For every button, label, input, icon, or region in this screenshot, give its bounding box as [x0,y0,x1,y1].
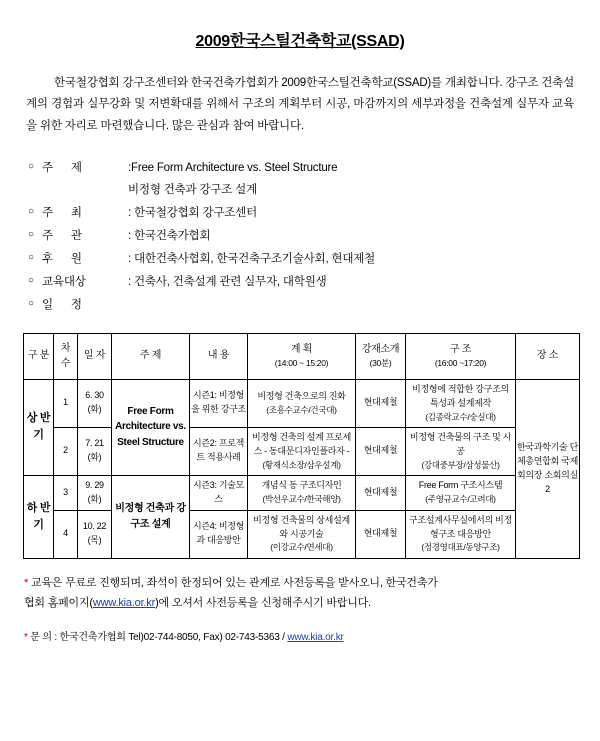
info-value [128,271,578,294]
cell-plan [248,475,356,510]
cell-content: 시즌1: 비정형을 위한 강구조 [190,379,248,427]
circle-bullet-icon: ○ [28,205,34,217]
info-sep: : [128,161,131,174]
footnote-text-2: 협회 홈페이지( [24,597,93,609]
cell-date: 10. 22 (목) [78,510,112,558]
cell-plan [248,510,356,558]
col-header-plan [248,333,356,379]
cell-structure-text: 구조설계사무실에서의 비정형구조 대응방안 [409,514,512,539]
col-header-division [24,333,54,379]
cell-structure-text: Free Form 구조시스템 [418,480,503,491]
col-header-material [356,333,406,379]
cell-material: 현대제철 [356,510,406,558]
col-header-text: 구 조 [449,343,472,355]
cell-plan-text: 비정형 건축의 설계 프로세스 - 동대문디자인플라자 - [252,431,351,456]
cell-date: 9. 29 (화) [78,475,112,510]
cell-material: 현대제철 [356,427,406,475]
footnote-contact [24,629,576,648]
cell-structure-text: 비정형 건축물의 구조 및 시공 [409,431,512,456]
table-row [24,475,580,510]
cell-plan-speaker: (이강교수/연세대) [270,542,333,553]
footnote-text-3: )에 오셔서 사전등록을 신청해주시기 바랍니다. [155,597,371,609]
circle-bullet-icon: ○ [28,160,34,172]
kia-homepage-link[interactable]: www.kia.or.kr [92,597,156,609]
cell-subject-second: 비정형 건축과 강구조 설계 [112,475,190,558]
footnote-text-1: 교육은 무료로 진행되며, 좌석이 한정되어 있는 관계로 사전등록을 받사오니, 한국건축가 [28,576,438,589]
cell-plan-speaker: (조흥수교수/건국대) [266,404,337,415]
info-text: 한국철강협회 강구조센터 [134,206,257,219]
cell-content: 시즌4: 비정형과 대응방안 [190,510,248,558]
cell-material: 현대제철 [356,475,406,510]
cell-content: 시즌3: 기술모스 [190,475,248,510]
info-value [128,157,578,180]
cell-structure-speaker: (주영규교수/고려대) [425,494,496,505]
footnote-registration [24,573,576,614]
col-header-structure [406,333,516,379]
info-item [28,202,578,225]
cell-structure [406,379,516,427]
cell-structure [406,427,516,475]
info-item [28,225,578,248]
info-text: 대한건축사협회, 한국건축구조기술사회, 현대제철 [134,252,376,265]
col-header-text: 내 용 [207,350,230,362]
col-header-subtext: (30분) [369,358,392,369]
info-sep: : [128,206,131,219]
info-text: 한국건축가협회 [134,229,211,242]
col-header-text: 일 자 [83,350,106,362]
cell-structure-speaker: (강대중부장/삼성물산) [421,459,500,470]
info-value [128,202,578,225]
col-header-date [78,333,112,379]
col-header-subtext: (14:00 ~ 15:20) [274,358,329,369]
cell-plan-speaker: (박선우교수/한국해양) [262,494,341,505]
info-label: 주 관 [42,229,82,242]
intro-paragraph [26,73,574,137]
circle-bullet-icon: ○ [28,297,34,309]
circle-bullet-icon: ○ [28,228,34,240]
page-title: 2009한국스틸건축학교(SSAD) [195,33,405,50]
info-text: Free Form Architecture vs. Steel Structure [131,161,338,174]
cell-plan-text: 비정형 건축물의 상세설계와 시공기술 [253,514,350,539]
cell-content: 시즌2: 프로젝트 적용사례 [190,427,248,475]
info-item [28,294,578,317]
cell-order: 3 [54,475,78,510]
col-header-text: 강재소개 [361,343,400,355]
col-header-text: 계 획 [290,343,313,355]
col-header-text: 장 소 [536,350,559,362]
intro-text: 한국철강협회 강구조센터와 한국건축가협회가 2009한국스틸건축학교(SSAD)를 개최합니다. 강구조 건축설계의 경험과 실무강화 및 저변확대를 위해서 구조의 계획부터 시공, 마감까지의 세부과정을 건축설계 실무자 교육을 위한 자리로 마련했습니다. 많은 관심과 참여 바랍니다. [26,77,574,132]
info-label: 일 정 [42,298,82,311]
cell-structure-text: 비정형에 적합한 강구조의 특성과 설계제작 [412,383,509,408]
cell-plan [248,379,356,427]
info-item [28,271,578,294]
cell-order: 1 [54,379,78,427]
cell-subject-first: Free Form Architecture vs. Steel Structure [112,379,190,475]
cell-structure-speaker: (김종락교수/숭실대) [425,411,496,422]
circle-bullet-icon: ○ [28,274,34,286]
cell-date: 6. 30 (화) [78,379,112,427]
info-item [28,157,578,202]
table-row [24,427,580,475]
cell-venue: 한국과학기술 단체총연합회 국제회의장 소회의실2 [516,379,580,558]
cell-material: 현대제철 [356,379,406,427]
cell-plan-text: 비정형 건축으로의 진화 [257,390,346,401]
info-text: 건축사, 건축설계 관련 실무자, 대학원생 [134,275,327,288]
info-value [128,225,578,248]
table-header-row [24,333,580,379]
info-label: 주 제 [42,161,82,174]
table-row [24,379,580,427]
cell-order: 4 [54,510,78,558]
col-header-subtext: (16:00 ~17:20) [434,358,487,369]
info-value [128,248,578,271]
cell-plan-speaker: (황재식소장/삼우설계) [262,459,341,470]
cell-division-second-half: 하 반 기 [24,475,54,558]
col-header-order [54,333,78,379]
col-header-text: 구 분 [27,350,50,362]
cell-order: 2 [54,427,78,475]
info-label: 후 원 [42,252,82,265]
schedule-table [23,333,580,559]
contact-text: 문 의 : 한국건축가협회 Tel)02-744-8050, Fax) 02-743-5363 / [27,632,288,644]
info-list [28,157,578,317]
info-item [28,248,578,271]
col-header-venue [516,333,580,379]
info-sep: : [128,275,131,288]
info-subline: 비정형 건축과 강구조 설계 [128,183,257,196]
cell-division-first-half: 상 반 기 [24,379,54,475]
cell-date: 7. 21 (화) [78,427,112,475]
col-header-text: 주 제 [139,350,162,362]
cell-plan [248,427,356,475]
cell-plan-text: 개념식 동 구조디자인 [261,480,342,491]
col-header-text: 차 수 [60,342,71,370]
info-sep: : [128,252,131,265]
cell-structure [406,475,516,510]
col-header-subject [112,333,190,379]
info-label: 교육대상 [42,275,86,288]
col-header-content [190,333,248,379]
kia-website-link[interactable]: www.kia.or.kr [287,632,344,644]
info-label: 주 최 [42,206,82,219]
cell-structure [406,510,516,558]
table-row [24,510,580,558]
asterisk-icon: * [24,632,28,644]
info-sep: : [128,229,131,242]
cell-structure-speaker: (정경영대표/동양구조) [421,542,500,553]
asterisk-icon: * [24,576,29,589]
circle-bullet-icon: ○ [28,251,34,263]
